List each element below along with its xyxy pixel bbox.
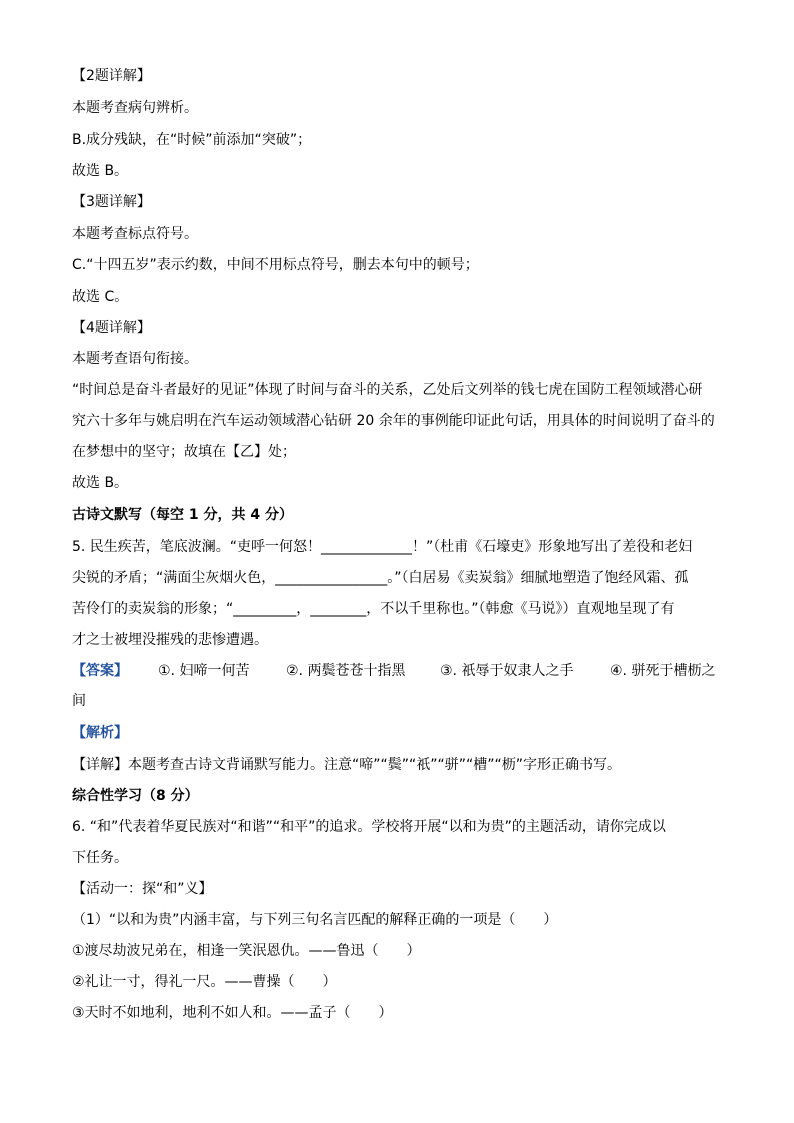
q3-conclusion: 故选 C。 (72, 289, 129, 305)
sub-question: （1）“以和为贵”内涵丰富，与下列三句名言匹配的解释正确的一项是（ ） (72, 912, 558, 928)
q2-intro: 本题考查病句辨析。 (72, 100, 198, 116)
q2-detail: B.成分残缺，在“时候”前添加“突破”； (72, 132, 312, 148)
q5-line: 5. 民生疾苦，笔底波澜。“吏呼一何怒！_____________！”（杜甫《石壕吏》形象地写出了差役和老妇 (72, 539, 693, 555)
answer-item: ②. 两鬓苍苍十指黑 (286, 663, 406, 679)
q4-detail-line: 究六十多年与姚启明在汽车运动领域潜心钻研 20 余年的事例能印证此句话，用具体的时间说明了奋斗的 (72, 413, 715, 429)
answer-item: ①. 妇啼一何苦 (158, 663, 250, 679)
q4-conclusion: 故选 B。 (72, 475, 129, 491)
q6-line: 下任务。 (72, 850, 128, 866)
analysis-label: 【解析】 (72, 725, 128, 741)
comprehensive-section-title: 综合性学习（8 分） (72, 788, 199, 804)
answer-item: ③. 祇辱于奴隶人之手 (440, 663, 574, 679)
q4-header: 【4题详解】 (72, 320, 151, 336)
q5-detail: 【详解】本题考查古诗文背诵默写能力。注意“啼”“鬓”“祇”“骈”“槽”“枥”字形正确书写。 (72, 757, 622, 773)
q3-detail: C.“十四五岁”表示约数，中间不用标点符号，删去本句中的顿号； (72, 257, 479, 273)
q5-line: 才之士被埋没摧残的悲惨遭遇。 (72, 632, 268, 648)
activity-title: 【活动一：探“和”义】 (72, 881, 213, 897)
q3-intro: 本题考查标点符号。 (72, 226, 198, 242)
poetry-section-title: 古诗文默写（每空 1 分，共 4 分） (72, 507, 293, 523)
answer-wrap: 间 (72, 693, 86, 709)
quote-item: ③天时不如地利，地利不如人和。——孟子（ ） (72, 1005, 393, 1021)
q4-detail-line: “时间总是奋斗者最好的见证”体现了时间与奋斗的关系，乙处后文列举的钱七虎在国防工程领域潜心研 (72, 382, 703, 398)
answer-label: 【答案】 (72, 663, 128, 679)
q5-line: 尖锐的矛盾；“满面尘灰烟火色，________________。”（白居易《卖炭翁》细腻地塑造了饱经风霜、孤 (72, 570, 689, 586)
quote-item: ②礼让一寸，得礼一尺。——曹操（ ） (72, 974, 337, 990)
answer-item: ④. 骈死于槽枥之 (610, 663, 716, 679)
q6-line: 6. “和”代表着华夏民族对“和谐”“和平”的追求。学校将开展“以和为贵”的主题活动，请你完成以 (72, 819, 666, 835)
q5-line: 苦伶仃的卖炭翁的形象；“_________，________，不以千里称也。”（韩愈《马说》）直观地呈现了有 (72, 601, 675, 617)
q4-detail-line: 在梦想中的坚守；故填在【乙】处； (72, 444, 296, 460)
quote-item: ①渡尽劫波兄弟在，相逢一笑泯恩仇。——鲁迅（ ） (72, 943, 421, 959)
q2-conclusion: 故选 B。 (72, 163, 129, 179)
q3-header: 【3题详解】 (72, 194, 151, 210)
q4-intro: 本题考查语句衔接。 (72, 351, 198, 367)
q2-header: 【2题详解】 (72, 68, 151, 84)
